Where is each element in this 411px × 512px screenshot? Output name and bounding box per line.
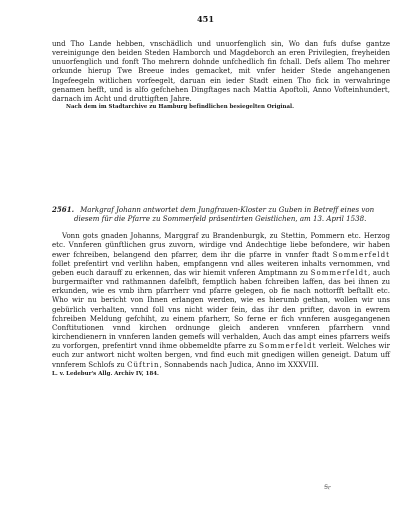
heading-line-1 xyxy=(52,205,390,214)
page-mark: Ꞩr xyxy=(323,483,332,492)
document-number: 2561. xyxy=(52,205,75,214)
spaced-name: Sommerfeldt xyxy=(332,249,390,259)
body-text: Vonn gots gnaden Johanns, Marggraf zu Brandenburgk, zu Stettin, Pommern etc. Herzog etc. Vnnferen günftlichen grus zuvorn, wirdige vnd Andechtige liebe befondere, wir haben ewer fchreiben, belangend den pfarrer, dem ihr die pfarre in vnnfer ftadt xyxy=(52,231,390,259)
document-heading xyxy=(52,205,390,223)
top-section xyxy=(52,39,390,111)
heading-line-2: diesem für die Pfarre zu Sommerfeld präsentirten Geistlichen, am 13. April 1538. xyxy=(74,214,367,224)
spaced-name: Sommerfeldt xyxy=(310,267,368,277)
document-source-note: L. v. Ledebur's Allg. Archiv IV, 184. xyxy=(52,370,159,377)
document-body xyxy=(52,231,390,368)
body-text: , Sonnabends nach Judica, Anno im XXXVIII. xyxy=(159,359,319,369)
spaced-name: Cüftrin xyxy=(127,359,160,369)
page-number: 451 xyxy=(196,14,215,24)
body-text: follet prefentirt vnd verlihn haben, empfangenn vnd alles weiteren inhalts vernommen, vnd geben euch darauff zu erkennen, das wir hiemit vnferen Amptmann zu xyxy=(52,258,390,277)
document-2561 xyxy=(52,205,390,378)
top-paragraph: und Tho Lande hebben, vnschädlich und unuorfenglich sin, Wo dan fufs dufse gantze vereinigunge den beiden Steden Hamborch und Magdeborch an eren Privilegien, freyheiden unuorfenglich und fonft Tho mehrern dohnde unfchedlich fin fchall. Defs allem Tho mehrer orkunde hierup Twe Breeue indes gemacket, mit vnfer heider Stede angehangenen Ingefeegeln witlichen vorfeegelt, daruan ein ieder Stadt einen Tho fick in verwahringe genamen hefft, und is alfo gefchehen Dingftages nach Mattia Apoftoli, Anno Vofteinhundert, darnach im Acht und druttigften Jahre. xyxy=(52,39,390,103)
body-text: verleit. Welches wir euch zur antwort nicht wolten bergen, vnd find euch mit gnedigen willen geneigt. Datum uff vnnferem Schlofs zu xyxy=(52,341,390,369)
spaced-name: Sommerfeldt xyxy=(259,341,317,351)
body-text: , auch burgermaifter vnd rathmannen dafelbft, femptlich haben fchreiben laffen, das bei ihnen zu erkunden, wie es vmb ihrn pfarrherr vnd pfarre gelegen, ob fie nach nottorfft beftallt etc. Who wir nu bericht von Ihnen erlangen werden, wie es hierumb gethan, wollen wir uns gebürlich verhalten, vnnd foll vns nicht wider fein, das ihr den prifter, davon in ewrem fchreiben Meldung gefchiht, zu einem pfarherr, So ferne er fich vnnferen ausgegangenen Conftitutionen vnnd kirchen ordnunge gleich anderen vnnferen pfarrhern vnnd kirchendienern in vnnferen landen gemefs will verhalden, Auch das ampt eines pfarrers weifs zu vorforgen, prefentirt vnnd ihme obbemeldte pfarre zu xyxy=(52,267,390,351)
heading-line-1-text: Markgraf Johann antwortet dem Jungfrauen-Kloster zu Guben in Betreff eines von xyxy=(80,205,375,214)
top-source-note: Nach dem im Stadtarchive zu Hamburg befindlichen besiegelten Original. xyxy=(66,104,295,111)
